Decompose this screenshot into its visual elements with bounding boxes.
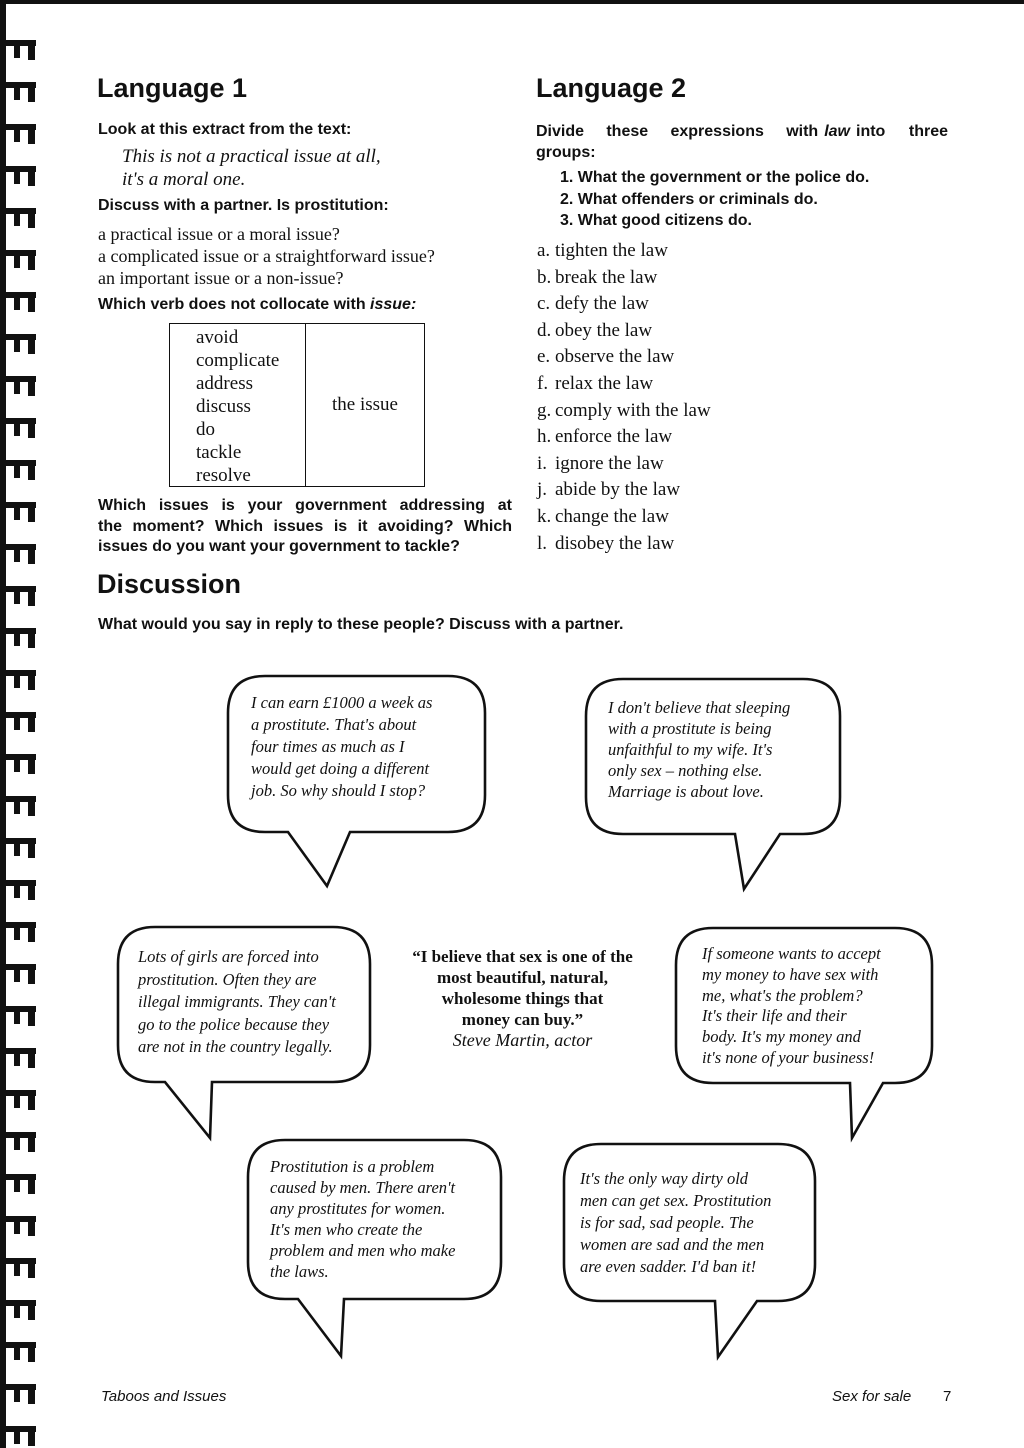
law-expression-letter: f. <box>537 372 549 394</box>
quote-line: most beautiful, natural, <box>437 968 608 987</box>
government-question-line: the moment? Which issues is it avoiding? Which <box>98 517 512 535</box>
quote-author: Steve Martin, actor <box>452 1030 593 1050</box>
language-2-heading: Language 2 <box>536 73 687 103</box>
bubble-line: with a prostitute is being <box>608 719 772 738</box>
footer-book-title: Taboos and Issues <box>101 1388 227 1405</box>
bubble-line: a prostitute. That's about <box>251 715 417 734</box>
bubble-line: It's the only way dirty old <box>580 1169 749 1188</box>
law-expression-letter: d. <box>537 319 552 341</box>
collocate-prompt-text: Which verb does not collocate with <box>98 296 371 313</box>
bubble-line: it's none of your business! <box>702 1047 875 1067</box>
verb-item: tackle <box>196 442 242 463</box>
bubble-line: Marriage is about love. <box>608 782 764 801</box>
law-expression-letter: a. <box>537 240 551 261</box>
bubble-line: women are sad and the men <box>580 1235 765 1254</box>
instruction-part: Divide these expressions with <box>536 123 819 140</box>
quote-line: money can buy.” <box>461 1010 584 1029</box>
bubble-line: my money to have sex with <box>702 964 879 984</box>
law-expression-letter: h. <box>537 426 552 448</box>
bubble-line: are even sadder. I'd ban it! <box>580 1257 757 1276</box>
discussion-heading: Discussion <box>97 569 242 599</box>
law-expression-text: disobey the law <box>555 532 675 554</box>
discuss-prompt: Discuss with a partner. Is prostitution: <box>98 197 389 214</box>
language-1-heading: Language 1 <box>97 73 248 103</box>
bubble-line: men can get sex. Prostitution <box>580 1191 772 1210</box>
law-expression-letter: g. <box>537 399 552 421</box>
issue-option: an important issue or a non-issue? <box>98 268 344 288</box>
law-expression-letter: e. <box>537 346 551 368</box>
page-number: 7 <box>943 1388 952 1405</box>
celebrity-quote <box>395 946 650 1051</box>
verb-item: complicate <box>196 350 280 371</box>
group-item: 3. What good citizens do. <box>560 212 752 229</box>
bubble-line: I can earn £1000 a week as <box>251 693 433 712</box>
instruction-line: groups: <box>536 144 596 161</box>
bubble-line: are not in the country legally. <box>138 1037 333 1056</box>
bubble-line: It's their life and their <box>702 1006 847 1026</box>
bubble-line: It's men who create the <box>270 1220 423 1239</box>
instruction-word: law <box>824 123 850 140</box>
speech-bubble-6 <box>580 1168 771 1278</box>
instruction-part: into three <box>856 123 948 140</box>
law-expression-letter: k. <box>537 505 552 527</box>
bubble-line: only sex – nothing else. <box>608 761 763 780</box>
verb-item: do <box>196 419 215 440</box>
law-expression-letter: j. <box>537 479 548 501</box>
language-1-instruction: Look at this extract from the text: <box>98 121 352 138</box>
government-question-line: issues do you want your government to tackle? <box>98 538 460 555</box>
bubble-line: Lots of girls are forced into <box>138 947 319 966</box>
law-expression-text: break the law <box>555 266 658 288</box>
verb-item: discuss <box>196 396 251 417</box>
table-object: the issue <box>332 394 398 415</box>
bubble-line: four times as much as I <box>251 737 405 756</box>
bubble-line: illegal immigrants. They can't <box>138 992 336 1011</box>
bubble-line: Prostitution is a problem <box>270 1157 435 1176</box>
bubble-line: body. It's my money and <box>702 1027 861 1047</box>
verb-item: address <box>196 373 253 394</box>
verb-item: avoid <box>196 327 239 348</box>
speech-bubble-3 <box>138 946 336 1059</box>
law-expression-text: change the law <box>555 505 669 527</box>
law-expression-text: observe the law <box>555 346 675 368</box>
footer-unit-title: Sex for sale <box>832 1388 912 1405</box>
quote-line: wholesome things that <box>441 989 604 1008</box>
speech-bubble-4 <box>702 944 881 1069</box>
law-expression-text: enforce the law <box>555 426 673 448</box>
law-expression-letter: b. <box>537 266 552 288</box>
speech-bubble-2 <box>608 697 790 802</box>
bubble-line: unfaithful to my wife. It's <box>608 740 773 759</box>
issue-option: a complicated issue or a straightforward issue? <box>98 246 435 266</box>
law-expression-text: ignore the law <box>555 452 664 474</box>
bubble-line: the laws. <box>270 1262 329 1281</box>
discussion-instruction: What would you say in reply to these people? Discuss with a partner. <box>98 616 624 633</box>
government-question-line: Which issues is your government addressing at <box>98 497 512 514</box>
law-expression-text: relax the law <box>555 372 654 394</box>
group-item: 2. What offenders or criminals do. <box>560 190 818 208</box>
law-expression-letter: i. <box>537 452 548 474</box>
quote-line: “I believe that sex is one of the <box>412 947 633 966</box>
collocate-prompt-word: issue: <box>370 296 417 313</box>
law-expression-text: obey the law <box>555 319 653 341</box>
issue-option: a practical issue or a moral issue? <box>98 224 340 244</box>
bubble-line: prostitution. Often they are <box>138 969 317 989</box>
law-expression-letter: l. <box>537 532 548 554</box>
bubble-line: job. So why should I stop? <box>251 781 426 800</box>
law-expression-letter: c. <box>537 293 551 315</box>
extract-line: This is not a practical issue at all, <box>122 146 381 167</box>
bubble-line: caused by men. There aren't <box>270 1178 456 1197</box>
bubble-line: go to the police because they <box>138 1014 330 1034</box>
law-expression-text: defy the law <box>555 293 649 315</box>
bubble-line: problem and men who make <box>270 1241 456 1260</box>
bubble-line: is for sad, sad people. The <box>580 1213 754 1232</box>
speech-bubble-5 <box>270 1156 455 1282</box>
bubble-line: any prostitutes for women. <box>270 1199 446 1218</box>
bubble-line: me, what's the problem? <box>702 985 863 1005</box>
speech-bubble-1 <box>251 692 432 802</box>
law-expression-text: comply with the law <box>555 399 711 421</box>
bubble-line: If someone wants to accept <box>702 944 881 963</box>
group-item: 1. What the government or the police do. <box>560 169 870 186</box>
verb-item: resolve <box>196 465 251 486</box>
bubble-line: I don't believe that sleeping <box>608 698 791 717</box>
extract-line: it's a moral one. <box>122 169 246 190</box>
law-expression-text: tighten the law <box>555 240 668 261</box>
law-expression-text: abide by the law <box>555 479 681 501</box>
bubble-line: would get doing a different <box>251 759 430 778</box>
